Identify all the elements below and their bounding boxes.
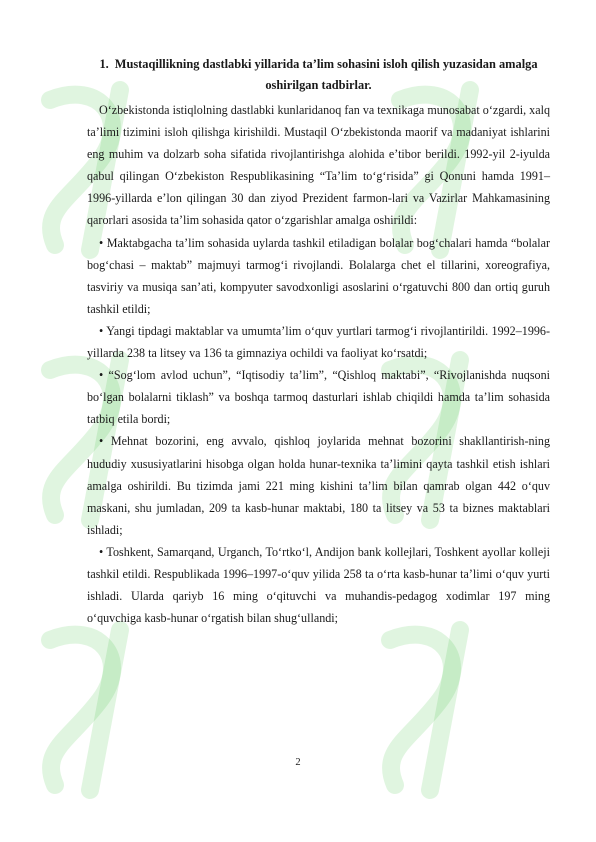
page-number: 2 (295, 757, 301, 768)
section-heading (87, 54, 550, 96)
section-number: 1. (99, 57, 109, 71)
bullet-paragraph-preschool: • Maktabgacha ta’lim sohasida uylarda tashkil etiladigan bolalar bog‘chalari hamda “bolalar bog‘chasi – maktab” majmuyi tarmog‘i rivojlandi. Bolalarga chet el tillarini, xoreografiya, tasviriy va musiqa san’ati, kompyuter savodxonligi asoslarini o‘rgatuvchi 800 dan ortiq guruh tashkil etildi; (87, 235, 550, 316)
watermark-logo-icon (10, 600, 160, 800)
document-page (87, 54, 550, 629)
section-title: Mustaqillikning dastlabki yillarida ta’lim sohasini isloh qilish yuzasidan amalga oshirilgan tadbirlar. (114, 57, 538, 92)
bullet-paragraph-vocational: • Mehnat bozorini, eng avvalo, qishloq joylarida mehnat bozorini shakllantirish-ning hududiy xususiyatlarini hisobga olgan holda hunar-texnika ta’limini qayta tashkil etish ishlari amalga oshirildi. Bu tizimda jami 221 ming kishini ta’lim bilan qamrab olgan 442 o‘quv maskani, shu jumladan, 209 ta kasb-hunar maktabi, 180 ta litsey va 53 ta biznes maktablari ishladi; (87, 434, 550, 537)
bullet-paragraph-schools: • Yangi tipdagi maktablar va umumta’lim o‘quv yurtlari tarmog‘i rivojlantirildi. 1992–1996-yillarda 238 ta litsey va 136 ta gimnaziya ochildi va faoliyat ko‘rsatdi; (87, 323, 550, 361)
watermark-logo-icon (350, 600, 500, 800)
bullet-paragraph-colleges: • Toshkent, Samarqand, Urganch, To‘rtko‘l, Andijon bank kollejlari, Toshkent ayollar kolleji tashkil etildi. Respublikada 1996–1997-o‘quv yilida 258 ta o‘rta kasb-hunar ta’limi o‘quv yurti ishladi. Ularda qariyb 16 ming o‘qituvchi va muhandis-pedagog xodimlar 197 ming o‘quvchiga kasb-hunar o‘rgatish bilan shug‘ullandi; (87, 544, 550, 626)
bullet-paragraph-programs: • “Sog‘lom avlod uchun”, “Iqtisodiy ta’lim”, “Qishloq maktabi”, “Rivojlanishda nuqsoni bo‘lgan bolalarni tiklash” va boshqa tarmoq dasturlari ishlab chiqildi hamda ta’lim sohasida tatbiq etila bordi; (87, 368, 550, 427)
intro-paragraph: O‘zbekistonda istiqlolning dastlabki kunlaridanoq fan va texnikaga munosabat o‘zgardi, xalq ta’limi tizimini isloh qilishga kirishildi. Mustaqil O‘zbekistonda maorif va madaniyat ishlarini eng muhim va dolzarb soha sifatida rivojlantirishga alohida e’tibor berildi. 1992-yil 2-iyulda qabul qilingan O‘zbekiston Respublikasining “Ta’lim to‘g‘risida” gi Qonuni hamda 1991–1996-yillarda e’lon qilingan 30 dan ziyod Prezident farmon-lari va Vazirlar Mahkamasining qarorlari asosida ta’lim sohasida qator o‘zgarishlar amalga oshirildi: (87, 103, 550, 228)
